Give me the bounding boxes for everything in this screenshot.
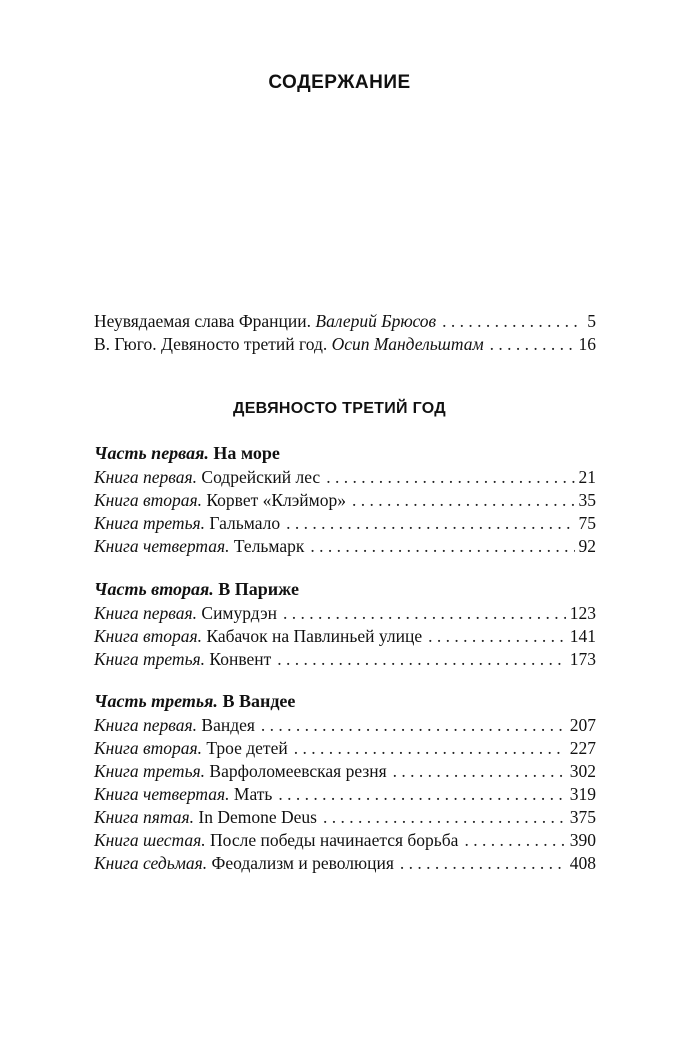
page-number: 35 — [578, 490, 596, 510]
toc-entry — [94, 829, 596, 852]
part-name: В Париже — [218, 579, 299, 599]
dot-leader — [442, 310, 583, 333]
toc-entry — [94, 333, 596, 356]
toc-entry — [94, 602, 596, 625]
book-title: Тельмарк — [233, 536, 305, 556]
toc-entry — [94, 783, 596, 806]
book-label: Книга шестая. — [94, 830, 206, 850]
book-title: Варфоломеевская резня — [209, 761, 387, 781]
page-title: СОДЕРЖАНИЕ — [268, 72, 411, 93]
page-number: 408 — [569, 853, 596, 873]
part-two — [94, 576, 596, 671]
page-number: 21 — [578, 467, 596, 487]
toc-entry — [94, 535, 596, 558]
entry-author: Валерий Брюсов — [315, 311, 437, 331]
page-number: 302 — [569, 761, 596, 781]
book-title: Содрейский лес — [201, 467, 321, 487]
book-label: Книга третья. — [94, 761, 206, 781]
part-label: Часть третья. — [94, 691, 218, 711]
book-label: Книга третья. — [94, 513, 206, 533]
book-title: После победы начинается борьба — [210, 830, 459, 850]
book-title: Феодализм и революция — [211, 853, 394, 873]
book-title: Гальмало — [209, 513, 281, 533]
dot-leader — [277, 648, 565, 671]
section-heading: ДЕВЯНОСТО ТРЕТИЙ ГОД — [233, 400, 446, 417]
toc-entry — [94, 489, 596, 512]
book-title: Корвет «Клэймор» — [206, 490, 346, 510]
page-number: 207 — [569, 715, 596, 735]
page-number: 227 — [569, 738, 596, 758]
book-label: Книга первая. — [94, 467, 198, 487]
toc-entry — [94, 714, 596, 737]
part-heading — [94, 440, 596, 466]
page-number: 92 — [578, 536, 596, 556]
dot-leader — [310, 535, 574, 558]
dot-leader — [323, 806, 566, 829]
page-number: 123 — [569, 603, 596, 623]
book-label: Книга седьмая. — [94, 853, 208, 873]
part-name: В Вандее — [222, 691, 296, 711]
book-label: Книга первая. — [94, 603, 198, 623]
toc-entry — [94, 760, 596, 783]
part-heading — [94, 688, 596, 714]
toc-entry — [94, 310, 596, 333]
part-label: Часть вторая. — [94, 579, 214, 599]
book-title: Конвент — [209, 649, 272, 669]
part-label: Часть первая. — [94, 443, 209, 463]
front-matter — [94, 310, 596, 356]
page-number: 319 — [569, 784, 596, 804]
dot-leader — [294, 737, 566, 760]
dot-leader — [286, 512, 574, 535]
part-heading — [94, 576, 596, 602]
toc-entry — [94, 466, 596, 489]
dot-leader — [490, 333, 575, 356]
book-label: Книга четвертая. — [94, 784, 230, 804]
book-label: Книга вторая. — [94, 738, 202, 758]
book-label: Книга третья. — [94, 649, 206, 669]
book-label: Книга четвертая. — [94, 536, 230, 556]
dot-leader — [464, 829, 565, 852]
dot-leader — [261, 714, 566, 737]
book-title: Симурдэн — [201, 603, 277, 623]
dot-leader — [393, 760, 566, 783]
part-name: На море — [213, 443, 280, 463]
part-one — [94, 440, 596, 558]
book-label: Книга первая. — [94, 715, 198, 735]
page-number: 141 — [569, 626, 596, 646]
book-label: Книга вторая. — [94, 626, 202, 646]
book-label: Книга вторая. — [94, 490, 202, 510]
dot-leader — [352, 489, 575, 512]
book-title: In Demone Deus — [198, 807, 317, 827]
part-three — [94, 688, 596, 875]
dot-leader — [326, 466, 574, 489]
page-number: 390 — [569, 830, 596, 850]
toc-entry — [94, 806, 596, 829]
entry-author: Осип Мандельштам — [331, 334, 484, 354]
dot-leader — [278, 783, 565, 806]
book-label: Книга пятая. — [94, 807, 195, 827]
entry-text: Неувядаемая слава Франции. — [94, 311, 312, 331]
dot-leader — [283, 602, 566, 625]
page-number: 173 — [569, 649, 596, 669]
book-title: Трое детей — [206, 738, 288, 758]
toc-entry — [94, 512, 596, 535]
book-title: Мать — [233, 784, 273, 804]
page-number: 75 — [578, 513, 596, 533]
dot-leader — [428, 625, 566, 648]
toc-entry — [94, 852, 596, 875]
toc-entry — [94, 737, 596, 760]
entry-text: В. Гюго. Девяносто третий год. — [94, 334, 328, 354]
book-title: Вандея — [201, 715, 255, 735]
toc-entry — [94, 648, 596, 671]
toc-entry — [94, 625, 596, 648]
dot-leader — [400, 852, 566, 875]
page-number: 16 — [578, 334, 596, 354]
page-number: 5 — [587, 311, 596, 331]
page-number: 375 — [569, 807, 596, 827]
book-title: Кабачок на Павлиньей улице — [206, 626, 423, 646]
